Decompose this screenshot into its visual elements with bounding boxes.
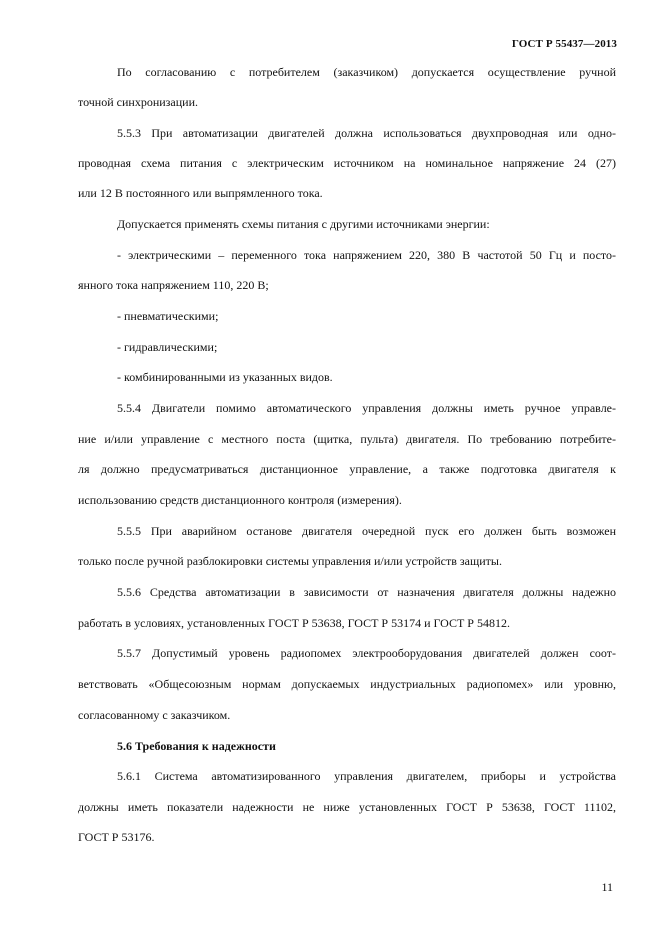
text-line: янного тока напряжением 110, 220 В; xyxy=(78,278,269,292)
text-line: ГОСТ Р 53176. xyxy=(78,830,155,844)
text-line: - электрическими – переменного тока напряжением 220, 380 В частотой 50 Гц и посто- xyxy=(117,248,616,262)
text-line: согласованному с заказчиком. xyxy=(78,708,231,722)
text-line: работать в условиях, установленных ГОСТ Р 53638, ГОСТ Р 53174 и ГОСТ Р 54812. xyxy=(78,616,510,630)
page-number: 11 xyxy=(601,880,613,894)
section-heading: 5.6 Требования к надежности xyxy=(117,739,276,753)
list-item: - пневматическими; xyxy=(117,309,219,323)
text-line: 5.5.7 Допустимый уровень радиопомех электрооборудования двигателей должен соот- xyxy=(117,646,616,660)
text-line: 5.5.5 При аварийном останове двигателя очередной пуск его должен быть возможен xyxy=(117,524,616,538)
text-line: ля должно предусматриваться дистанционное управление, а также подготовка двигателя к xyxy=(78,462,616,476)
text-line: должны иметь показатели надежности не ниже установленных ГОСТ Р 53638, ГОСТ 11102, xyxy=(78,800,616,814)
text-line: 5.5.6 Средства автоматизации в зависимости от назначения двигателя должны надежно xyxy=(117,585,616,599)
list-item: - гидравлическими; xyxy=(117,340,218,354)
text-line: проводная схема питания с электрическим источником на номинальное напряжение 24 (27) xyxy=(78,156,616,170)
text-line: точной синхронизации. xyxy=(78,95,198,109)
list-item: - комбинированными из указанных видов. xyxy=(117,370,333,384)
text-line: 5.5.4 Двигатели помимо автоматического управления должны иметь ручное управле- xyxy=(117,401,616,415)
text-line: ветствовать «Общесоюзным нормам допускаемых индустриальных радиопомех» или уровню, xyxy=(78,677,616,691)
text-line: 5.5.3 При автоматизации двигателей должна использоваться двухпроводная или одно- xyxy=(117,126,616,140)
text-line: 5.6.1 Система автоматизированного управления двигателем, приборы и устройства xyxy=(117,769,616,783)
text-line: только после ручной разблокировки системы управления и/или устройств защиты. xyxy=(78,554,502,568)
text-line: Допускается применять схемы питания с другими источниками энергии: xyxy=(117,217,490,231)
text-line: ние и/или управление с местного поста (щитка, пульта) двигателя. По требованию потребите- xyxy=(78,432,616,446)
text-line: использованию средств дистанционного контроля (измерения). xyxy=(78,493,402,507)
standard-code-header: ГОСТ Р 55437—2013 xyxy=(511,38,617,50)
text-line: или 12 В постоянного или выпрямленного тока. xyxy=(78,186,323,200)
text-line: По согласованию с потребителем (заказчиком) допускается осуществление ручной xyxy=(117,65,616,79)
